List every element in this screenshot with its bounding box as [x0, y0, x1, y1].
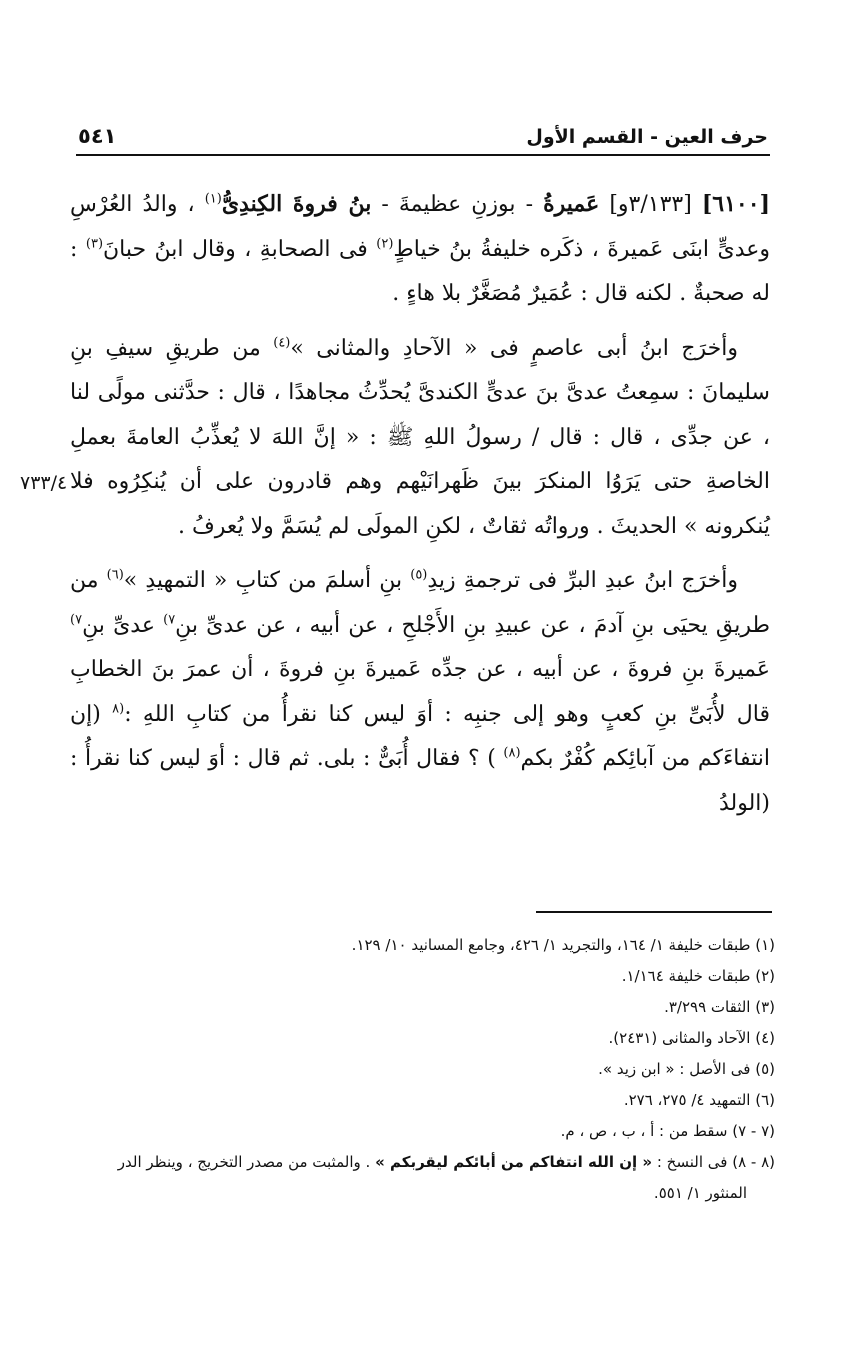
tamhid-paragraph	[70, 559, 770, 826]
footnote-ref-2: (٢)	[376, 236, 394, 252]
footnote-8-rest: . والمثبت من مصدر التخريج ، وينظر الدر	[117, 1153, 371, 1171]
page-header	[78, 112, 768, 148]
entry-nasab: بنُ فروةَ الكِندِىُّ	[221, 191, 372, 217]
footnote-1: (١) طبقات خليفة ١/ ١٦٤، والتجريد ١/ ٤٢٦، وجامع المسانيد ١٠/ ١٢٩.	[351, 936, 775, 954]
tamhid-text-d: عدىِّ بنِ	[82, 612, 155, 638]
hadith-text-b: من طريقِ سيفِ بنِ سليمانَ : سمِعتُ عدىَّ بنَ عدىٍّ الكندىَّ يُحدِّثُ مجاهدًا ، قال : حدَّثنى مولًى لنا ، عن جدِّى ، قال : قال / رسولُ اللهِ ﷺ : « إنَّ اللهَ لا يُعذِّبُ العامةَ بعملِ الخاصةِ حتى يَرَوُا المنكرَ بينَ ظَهرانَيْهم وهم قادرون على أن يُنكِرُوه فلا يُنكرونه » الحديثَ . ورواتُه ثقاتٌ ، لكنِ المولَى لم يُسَمَّ ولا يُعرفُ .	[70, 335, 770, 539]
footnote-ref-8-end: (٨)	[503, 745, 521, 761]
footnote-5: (٥) فى الأصل : « ابن زيد ».	[598, 1060, 775, 1078]
footnote-2: (٢) طبقات خليفة ١/١٦٤.	[621, 967, 775, 985]
footnote-rule	[536, 911, 772, 913]
footnote-3: (٣) الثقات ٣/٢٩٩.	[664, 998, 775, 1016]
tamhid-text-f: (إن انتفاءَكم من آبائِكم كُفْرٌ بكم	[70, 701, 770, 771]
footnote-8-continuation: المنثور ١/ ٥٥١.	[653, 1184, 747, 1202]
tamhid-text-c: من طريقِ يحيَى بنِ آدمَ ، عن عبيدِ بنِ الأَجْلحِ ، عن أبيه ، عن عدىِّ بنِ	[70, 568, 770, 638]
footnote-4: (٤) الآحاد والمثانى (٢٤٣١).	[608, 1029, 775, 1047]
tamhid-text-a: وأخرَج ابنُ عبدِ البرِّ فى ترجمةِ زيدِ	[427, 568, 739, 593]
entry-paragraph	[70, 182, 770, 317]
tamhid-text-g: ) ؟ فقال أُبَىٌّ : بلى. ثم قال : أوَ ليس كنا نقرأُ : (الولدُ	[70, 746, 770, 816]
hadith-paragraph	[70, 327, 770, 550]
footnote-ref-1: (١)	[204, 191, 222, 207]
manuscript-ref: [٣/١٣٣و]	[609, 192, 692, 217]
entry-name: عَميرةُ	[543, 191, 600, 217]
footnote-7: (٧ - ٧) سقط من : أ ، ب ، ص ، م.	[560, 1122, 775, 1140]
entry-text-b: فى الصحابةِ ، وقال ابنُ حبانَ	[103, 236, 368, 262]
main-text	[70, 182, 770, 836]
entry-number: [٦١٠٠]	[701, 191, 770, 217]
footnote-8	[70, 1147, 775, 1209]
page-number: ٥٤١	[78, 124, 117, 148]
footnote-ref-8-start: (٨	[112, 701, 125, 717]
name-weight: - بوزنِ عظيمةَ -	[381, 192, 534, 217]
tamhid-text-b: بنِ أسلمَ من كتابِ « التمهيدِ »	[123, 568, 403, 593]
running-title: حرف العين - القسم الأول	[526, 126, 768, 148]
footnote-ref-6: (٦)	[106, 567, 124, 583]
hadith-text-a: وأخرَج ابنُ أبى عاصمٍ فى « الآحادِ والمثانى »	[290, 335, 738, 361]
footnote-ref-5: (٥)	[410, 567, 428, 583]
footnote-6: (٦) التمهيد ٤/ ٢٧٥، ٢٧٦.	[623, 1091, 775, 1109]
entry-text-c: : له صحبةٌ . لكنه قال : عُمَيرٌ مُصَغَّرٌ بلا هاءٍ .	[70, 236, 770, 306]
footnote-ref-3: (٣)	[85, 236, 104, 252]
footnote-ref-4: (٤)	[273, 335, 291, 351]
footnotes	[70, 930, 775, 1209]
footnote-8-quote: « إن الله انتفاكم من أبائكم ليقربكم »	[375, 1153, 653, 1171]
margin-volume-reference: ٧٣٣/٤	[20, 472, 68, 494]
tamhid-text-e: عَميرةَ بنِ فروةَ ، عن أبيه ، عن جدِّه عَميرةَ بنِ فروةَ ، أن عمرَ بنَ الخطابِ قال لأُبَىِّ بنِ كعبٍ وهو إلى جنبِه : أوَ ليس كنا نقرأُ من كتابِ اللهِ :	[70, 657, 770, 727]
footnote-8-label: (٨ - ٨) فى النسخ :	[656, 1153, 775, 1171]
footnote-ref-7-end: ٧)	[70, 612, 83, 628]
header-rule	[76, 154, 770, 156]
footnote-ref-7-start: ٧)	[163, 612, 176, 628]
entry-text-a: ، والدُ العُرْسِ وعدىٍّ ابنَى عَميرةَ ، ذكَره خليفةُ بنُ خياطٍ	[70, 192, 771, 262]
